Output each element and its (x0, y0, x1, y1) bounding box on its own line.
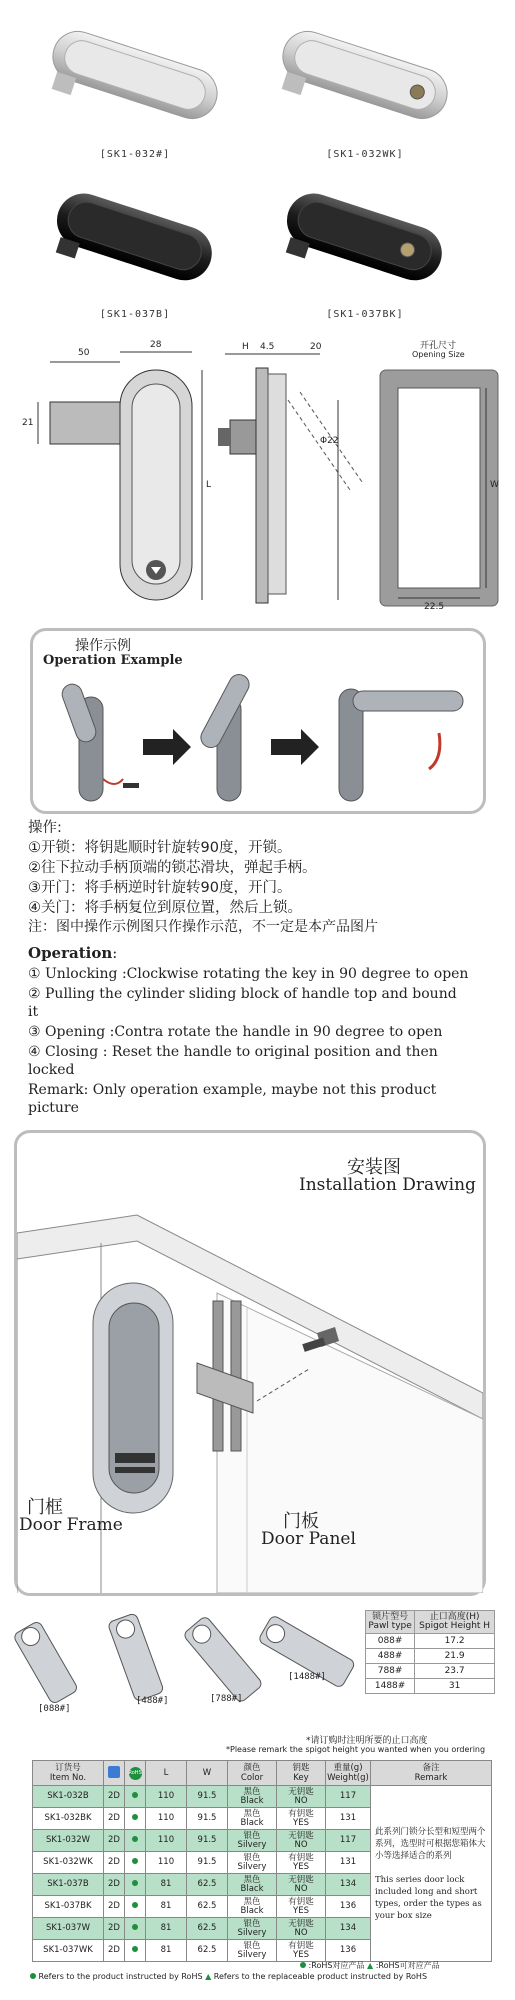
color-cell (228, 1874, 277, 1896)
item-no-cell: SK1-037BK (33, 1896, 104, 1918)
key-cell (277, 1830, 326, 1852)
spec-table (32, 1760, 492, 1962)
rohs-cell (125, 1918, 146, 1940)
rohs-cell (125, 1940, 146, 1962)
product-sk1-032wk (270, 10, 460, 160)
pawl-type-cell: 788# (366, 1664, 415, 1679)
key-cell (277, 1874, 326, 1896)
dim-H: H (242, 342, 249, 352)
product-sk1-032 (40, 10, 230, 160)
2d-cell: 2D (104, 1830, 125, 1852)
dim-28: 28 (150, 340, 162, 350)
color-cn: 黑色 (243, 1786, 261, 1797)
dim-21: 21 (22, 418, 34, 428)
spigot-height-cell: 31 (415, 1679, 495, 1694)
dimension-drawing (20, 340, 500, 620)
W-header: W (187, 1761, 228, 1786)
opening-size-cn: 开孔尺寸 (420, 341, 457, 351)
L-cell: 110 (146, 1852, 187, 1874)
W-cell: 91.5 (187, 1830, 228, 1852)
table-row (366, 1664, 495, 1679)
header-cn: 备注 (422, 1763, 440, 1773)
technical-drawing (20, 340, 500, 620)
table-row (366, 1649, 495, 1664)
pawl-parts (10, 1600, 510, 1730)
operation-en-line: ② Pulling the cylinder sliding block of handle top and bound (28, 986, 457, 1002)
silver-handle-image (40, 10, 230, 140)
rohs-cell (125, 1808, 146, 1830)
L-cell: 81 (146, 1918, 187, 1940)
header-cn: 止口高度(H) (429, 1612, 480, 1622)
key-cn: 有钥匙 (288, 1940, 314, 1951)
operation-en-line: Remark: Only operation example, maybe not this product (28, 1082, 437, 1098)
color-cn: 银色 (243, 1830, 261, 1841)
rohs-leaf-icon: RoHS (129, 1767, 142, 1780)
W-cell: 62.5 (187, 1874, 228, 1896)
L-header: L (146, 1761, 187, 1786)
pawl-label: [1488#] (288, 1672, 326, 1682)
header-en: Item No. (49, 1773, 87, 1783)
header-cn: 锁片型号 (372, 1612, 409, 1622)
dim-L: L (206, 480, 212, 490)
color-cell (228, 1896, 277, 1918)
rohs-cell (125, 1852, 146, 1874)
operation-en-line: picture (28, 1100, 79, 1116)
color-cell (228, 1940, 277, 1962)
color-cn: 黑色 (243, 1874, 261, 1885)
L-cell: 81 (146, 1940, 187, 1962)
spec-table-body (33, 1786, 492, 1962)
item-no-cell: SK1-032B (33, 1786, 104, 1808)
weight-cell: 136 (326, 1940, 371, 1962)
weight-cell: 117 (326, 1786, 371, 1808)
operation-en-line: ④ Closing : Reset the handle to original position and then (28, 1044, 438, 1060)
color-en: Silvery (237, 1839, 267, 1850)
rohs-cell (125, 1786, 146, 1808)
operation-cn-heading: 操作: (28, 820, 62, 836)
color-cell (228, 1786, 277, 1808)
remark-header (371, 1761, 492, 1786)
key-cn: 无钥匙 (288, 1786, 314, 1797)
header-en: Spigot Height H (419, 1621, 491, 1631)
operation-steps-illustration (39, 669, 479, 809)
W-cell: 91.5 (187, 1786, 228, 1808)
triangle-icon: ▲ (366, 1961, 374, 1970)
product-sk1-037bk (270, 170, 460, 320)
rohs-dot-icon (300, 1962, 306, 1968)
pawl-type-cell: 088# (366, 1634, 415, 1649)
table-row (366, 1634, 495, 1649)
remark-en: This series door lock included long and short types, order the types as your box size (375, 1874, 482, 1921)
key-cell (277, 1896, 326, 1918)
L-cell: 110 (146, 1808, 187, 1830)
color-en: Silvery (237, 1861, 267, 1872)
remark-cell (371, 1786, 492, 1962)
dim-4-5: 4.5 (260, 342, 275, 352)
operation-en-line: it (28, 1004, 39, 1020)
rohs-cell (125, 1874, 146, 1896)
rohs-dot-icon (132, 1946, 138, 1952)
operation-cn-line: ①开锁：将钥匙顺时针旋转90度，开锁。 (28, 840, 292, 856)
key-cell (277, 1808, 326, 1830)
key-cn: 无钥匙 (288, 1830, 314, 1841)
key-en: NO (294, 1927, 308, 1938)
door-panel-cn: 门板 (283, 1511, 319, 1532)
color-cell (228, 1808, 277, 1830)
installation-panel (14, 1130, 486, 1596)
pawl-note-cn: *请订购时注明所要的止口高度 (306, 1736, 428, 1746)
key-cell (277, 1918, 326, 1940)
item-no-cell: SK1-032W (33, 1830, 104, 1852)
W-cell: 62.5 (187, 1918, 228, 1940)
table-row (366, 1679, 495, 1694)
color-header (228, 1761, 277, 1786)
rohs-dot-icon (132, 1924, 138, 1930)
product-code: [SK1-032#] (99, 149, 171, 160)
rohs-cell (125, 1896, 146, 1918)
2d-cell: 2D (104, 1918, 125, 1940)
pawl-label: [488#] (136, 1696, 169, 1706)
table-row (33, 1786, 492, 1808)
header-en: Color (240, 1773, 264, 1783)
spigot-height-cell: 21.9 (415, 1649, 495, 1664)
W-cell: 62.5 (187, 1896, 228, 1918)
W-cell: 91.5 (187, 1852, 228, 1874)
pawl-images (10, 1600, 370, 1720)
2d-cell: 2D (104, 1852, 125, 1874)
legend-replace-cn: :RoHS可对应产品 (375, 1961, 440, 1970)
operation-cn-line: 注：图中操作示例图只作操作示范，不一定是本产品图片 (28, 919, 378, 935)
weight-cell: 117 (326, 1830, 371, 1852)
pawl-type-header (366, 1611, 415, 1634)
2d-cell: 2D (104, 1940, 125, 1962)
weight-header (326, 1761, 371, 1786)
color-en: Silvery (237, 1927, 267, 1938)
color-en: Black (240, 1817, 264, 1828)
rohs-dot-icon (132, 1880, 138, 1886)
color-cn: 银色 (243, 1918, 261, 1929)
spigot-height-header (415, 1611, 495, 1634)
rohs-dot-icon (132, 1792, 138, 1798)
color-en: Black (240, 1883, 264, 1894)
rohs-dot-icon (132, 1836, 138, 1842)
key-cell (277, 1852, 326, 1874)
black-handle-image (40, 170, 230, 300)
key-cell (277, 1786, 326, 1808)
door-frame-cn: 门框 (27, 1497, 63, 1518)
dim-50: 50 (78, 348, 90, 358)
key-cn: 有钥匙 (288, 1808, 314, 1819)
legend-rohs-en: Refers to the product instructed by RoHS (38, 1972, 203, 1981)
2d-cell: 2D (104, 1874, 125, 1896)
color-en: Silvery (237, 1949, 267, 1960)
rohs-dot-icon (132, 1858, 138, 1864)
dim-phi22: Φ22 (320, 436, 339, 446)
W-cell: 91.5 (187, 1808, 228, 1830)
operation-cn-line: ④关门：将手柄复位到原位置，然后上锁。 (28, 900, 302, 916)
header-cn: 重量(g) (333, 1763, 363, 1773)
spigot-height-cell: 17.2 (415, 1634, 495, 1649)
installation-title-cn: 安装图 (347, 1157, 401, 1178)
installation-title-en: Installation Drawing (299, 1175, 476, 1195)
pawl-table (365, 1610, 495, 1694)
key-en: YES (293, 1861, 309, 1872)
color-cn: 银色 (243, 1852, 261, 1863)
W-cell: 62.5 (187, 1940, 228, 1962)
spec-table-header (33, 1761, 492, 1786)
pawl-type-cell: 1488# (366, 1679, 415, 1694)
rohs-dot-icon (30, 1973, 36, 1979)
key-cn: 有钥匙 (288, 1896, 314, 1907)
dim-22-5: 22.5 (424, 602, 445, 612)
item-no-cell: SK1-032WK (33, 1852, 104, 1874)
key-en: YES (293, 1905, 309, 1916)
header-en: Remark (414, 1773, 448, 1783)
pawl-label: [088#] (38, 1704, 71, 1714)
key-header (277, 1761, 326, 1786)
weight-cell: 131 (326, 1808, 371, 1830)
weight-cell: 134 (326, 1874, 371, 1896)
product-code: [SK1-037BK] (326, 309, 404, 320)
operation-en-heading-text: Operation (28, 944, 113, 962)
key-cn: 无钥匙 (288, 1874, 314, 1885)
2d-cell: 2D (104, 1786, 125, 1808)
header-cn: 钥匙 (292, 1763, 310, 1773)
door-frame-en: Door Frame (19, 1515, 123, 1535)
legend-rohs-cn: :RoHS对应产品 (308, 1961, 365, 1970)
2d-cell: 2D (104, 1808, 125, 1830)
product-sk1-037b (40, 170, 230, 320)
weight-cell: 134 (326, 1918, 371, 1940)
dim-20: 20 (310, 342, 322, 352)
pawl-table-header (366, 1611, 495, 1634)
spigot-height-cell: 23.7 (415, 1664, 495, 1679)
rohs-dot-icon (132, 1814, 138, 1820)
key-en: YES (293, 1817, 309, 1828)
item-no-cell: SK1-037B (33, 1874, 104, 1896)
2d-header-icon (108, 1766, 120, 1778)
operation-example-title-en: Operation Example (43, 653, 183, 668)
pawl-type-cell: 488# (366, 1649, 415, 1664)
key-en: YES (293, 1949, 309, 1960)
key-en: NO (294, 1839, 308, 1850)
operation-en-heading (28, 944, 117, 962)
item-no-cell: SK1-032BK (33, 1808, 104, 1830)
operation-cn-line: ②往下拉动手柄顶端的锁芯滑块，弹起手柄。 (28, 860, 317, 876)
2d-cell: 2D (104, 1896, 125, 1918)
key-en: NO (294, 1795, 308, 1806)
color-cn: 黑色 (243, 1808, 261, 1819)
header-cn: 颜色 (243, 1763, 261, 1773)
item-no-header (33, 1761, 104, 1786)
header-en: Pawl type (368, 1621, 412, 1631)
operation-cn-line: ③开门：将手柄逆时针旋转90度，开门。 (28, 880, 292, 896)
door-panel-en: Door Panel (261, 1529, 356, 1549)
pawl-note-en: *Please remark the spigot height you wanted when you ordering (226, 1745, 486, 1754)
rohs-dot-icon (132, 1902, 138, 1908)
item-no-cell: SK1-037WK (33, 1940, 104, 1962)
product-code: [SK1-032WK] (326, 149, 404, 160)
silver-key-handle-image (270, 10, 460, 140)
key-cell (277, 1940, 326, 1962)
weight-cell: 131 (326, 1852, 371, 1874)
operation-en-heading-colon: : (112, 944, 118, 962)
rohs-cell (125, 1830, 146, 1852)
operation-en-line: locked (28, 1062, 75, 1078)
key-cn: 有钥匙 (288, 1852, 314, 1863)
color-cn: 银色 (243, 1940, 261, 1951)
color-en: Black (240, 1905, 264, 1916)
legend-replace-en: Refers to the replaceable product instructed by RoHS (213, 1972, 428, 1981)
black-key-handle-image (270, 170, 460, 300)
header-cn: 订货号 (55, 1763, 81, 1773)
key-en: NO (294, 1883, 308, 1894)
header-en: Key (293, 1773, 309, 1783)
L-cell: 81 (146, 1896, 187, 1918)
operation-example-title-cn: 操作示例 (75, 638, 131, 654)
rohs-header (125, 1761, 146, 1786)
item-no-cell: SK1-037W (33, 1918, 104, 1940)
product-code: [SK1-037B] (99, 309, 171, 320)
dim-W: W (490, 480, 499, 490)
weight-cell: 136 (326, 1896, 371, 1918)
opening-size-en: Opening Size (412, 350, 465, 359)
operation-en-line: ③ Opening :Contra rotate the handle in 90 degree to open (28, 1024, 443, 1040)
operation-en-line: ① Unlocking :Clockwise rotating the key in 90 degree to open (28, 966, 469, 982)
color-cn: 黑色 (243, 1896, 261, 1907)
legend-cn (300, 1960, 440, 1971)
color-cell (228, 1918, 277, 1940)
triangle-icon: ▲ (205, 1972, 212, 1981)
header-en: Weight(g) (327, 1773, 369, 1783)
L-cell: 110 (146, 1786, 187, 1808)
legend (30, 1972, 510, 1981)
remark-cn: 此系列门锁分长型和短型两个系列，选型时可根据您箱体大小等选择适合的系列 (375, 1826, 486, 1861)
L-cell: 110 (146, 1830, 187, 1852)
L-cell: 81 (146, 1874, 187, 1896)
color-cell (228, 1852, 277, 1874)
pawl-label: [788#] (210, 1694, 243, 1704)
color-en: Black (240, 1795, 264, 1806)
2d-header (104, 1761, 125, 1786)
key-cn: 无钥匙 (288, 1918, 314, 1929)
color-cell (228, 1830, 277, 1852)
operation-example-panel (30, 628, 486, 814)
